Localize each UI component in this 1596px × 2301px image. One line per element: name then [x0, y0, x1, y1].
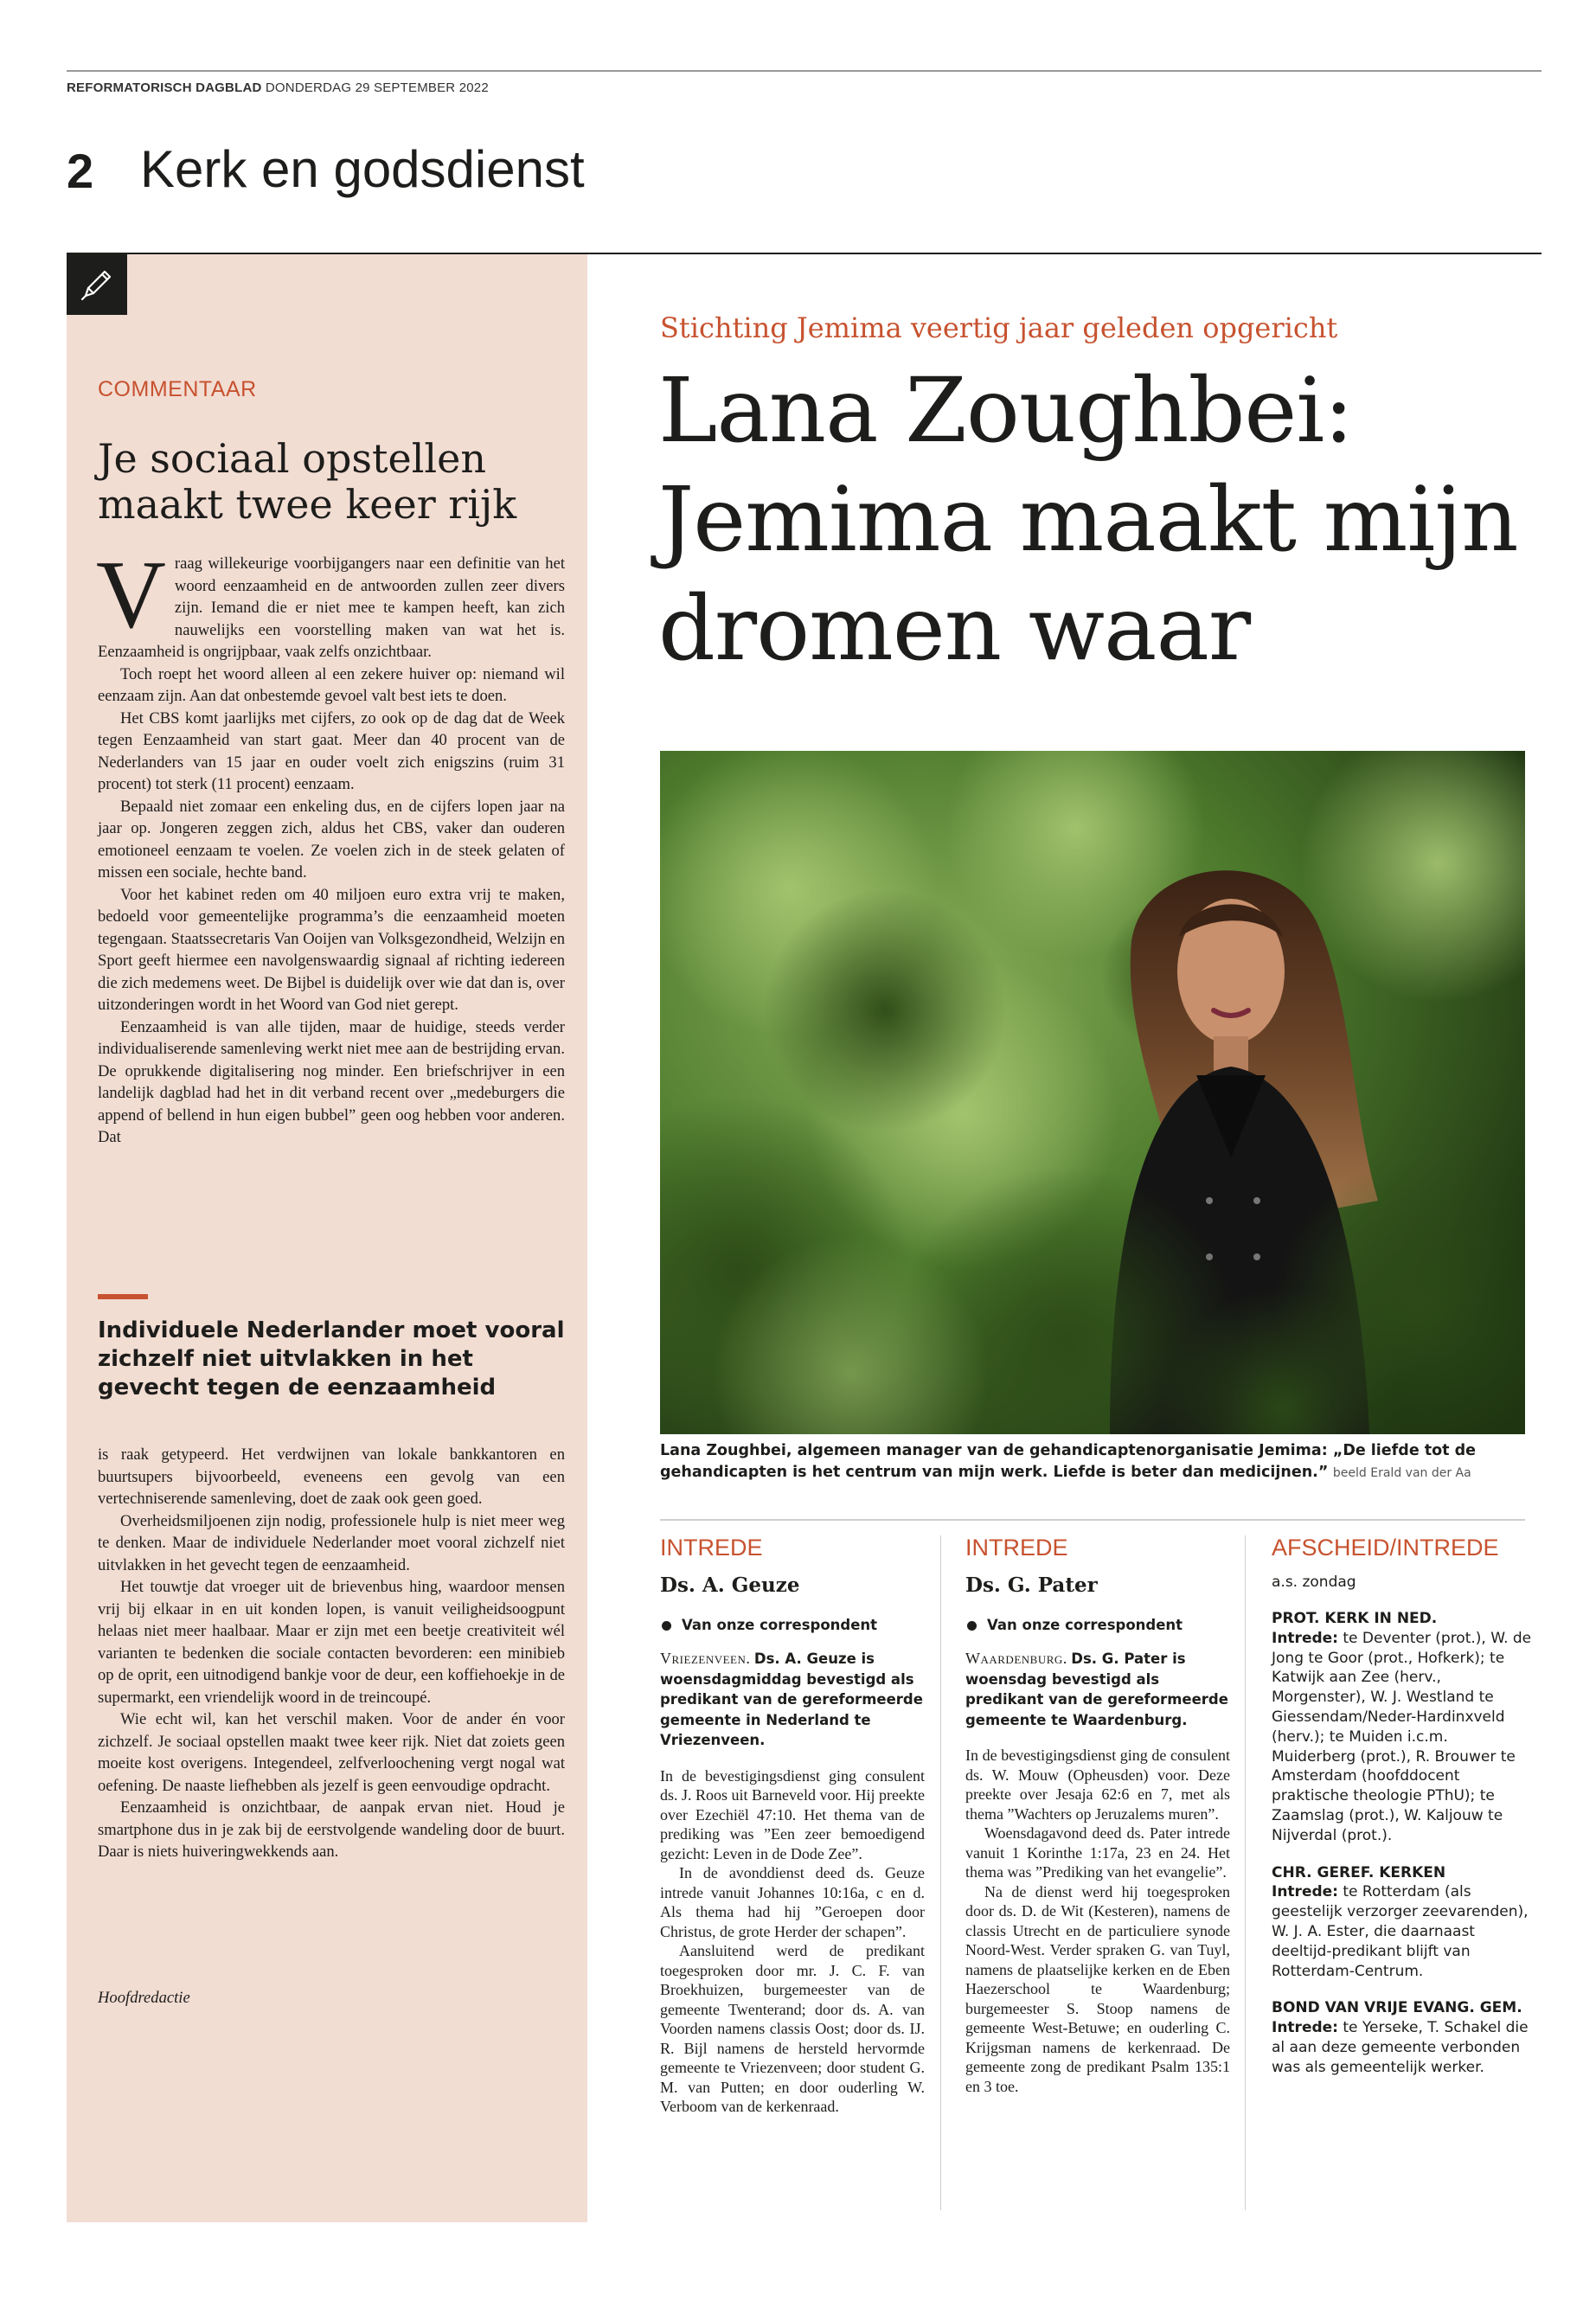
- schedule-block: [1272, 1998, 1536, 2077]
- article-photo: [660, 751, 1525, 1434]
- bullet-icon: [967, 1621, 977, 1631]
- schedule-date: a.s. zondag: [1272, 1574, 1356, 1591]
- column-title: Ds. A. Geuze: [660, 1574, 800, 1597]
- column-label: INTREDE: [965, 1535, 1068, 1561]
- pull-quote: Individuele Nederlander moet vooral zichzelf niet uitvlakken in het gevecht tegen de eenzaamheid: [98, 1317, 565, 1400]
- correspondent-line: [965, 1616, 1230, 1635]
- column-body: [965, 1746, 1230, 2096]
- correspondent-text: Van onze correspondent: [987, 1617, 1183, 1633]
- commentary-paragraph: Voor het kabinet reden om 40 miljoen euro extra vrij te maken, bedoeld voor gemeentelijke programma’s die eenzaamheid moeten tegengaan. Staatssecretaris Van Ooijen van Volksgezondheid, Welzijn en Sport geeft hiermee een navolgenswaardig signaal af richting iedereen die zich medemens weet. De Bijbel is duidelijk over wie dat dan is, over uitzonderingen wordt in het Woord van God niet gerept.: [98, 885, 565, 1014]
- quote-accent-bar: [98, 1294, 148, 1299]
- schedule-text: te Rotterdam (als geestelijk verzorger zeevarenden), W. J. A. Ester, die daarnaast deeltijd-predikant blijft van Rotterdam-Centrum.: [1272, 1883, 1529, 1980]
- schedule-kind: Intrede:: [1272, 1883, 1338, 1901]
- dateline: Waardenburg.: [965, 1650, 1067, 1667]
- column-body: [660, 1766, 925, 2117]
- commentary-paragraph: Eenzaamheid is onzichtbaar, de aanpak ervan niet. Houd je smartphone dus in je zak bij de eerstvolgende wandeling door de buurt. Daar is niets huiveringwekkends aan.: [98, 1798, 565, 1861]
- masthead-paper: REFORMATORISCH DAGBLAD: [67, 80, 262, 95]
- commentary-paragraph: is raak getypeerd. Het verdwijnen van lokale bankkantoren en buurtsupers bijvoorbeeld, eveneens een gevolg van een vertechniserende samenleving, doet de zaak ook geen goed.: [98, 1445, 565, 1508]
- commentary-signature: Hoofdredactie: [98, 1989, 190, 2007]
- pen-icon: [67, 254, 127, 315]
- page-number: 2: [67, 144, 94, 198]
- top-rule: [67, 70, 1542, 72]
- dropcap: V: [96, 542, 166, 649]
- commentary-paragraph: Overheidsmiljoenen zijn nodig, professionele hulp is niet meer weg te denken. Maar de individuele Nederlander moet vooral zichzelf niet uitvlakken in het gevecht tegen de eenzaamheid.: [98, 1511, 565, 1574]
- schedule-entry: [1272, 1629, 1536, 1846]
- schedule-heading: PROT. KERK IN NED.: [1272, 1610, 1438, 1627]
- commentary-paragraph: Het CBS komt jaarlijks met cijfers, zo ook op de dag dat de Week tegen Eenzaamheid van start gaat. Meer dan 40 procent van de Nederlanders van 15 jaar en ouder voelt zich enigszins (ruim 31 procent) tot sterk (11 procent) eenzaam.: [98, 708, 565, 793]
- section-title: Kerk en godsdienst: [140, 140, 585, 198]
- lead-text: Ds. G. Pater is woensdag bevestigd als predikant van de gereformeerde gemeente te Waardenburg.: [965, 1650, 1228, 1728]
- column-label: INTREDE: [660, 1535, 763, 1561]
- schedule-entry: [1272, 2018, 1536, 2077]
- correspondent-text: Van onze correspondent: [682, 1617, 878, 1633]
- commentary-headline: Je sociaal opstellen maakt twee keer rijk: [98, 435, 517, 528]
- masthead-date: DONDERDAG 29 SEPTEMBER 2022: [265, 80, 489, 95]
- news-column-schedule: [1272, 1533, 1536, 2078]
- dateline: Vriezenveen.: [660, 1650, 751, 1667]
- bullet-icon: [662, 1621, 671, 1631]
- commentary-body: [96, 542, 565, 1149]
- column-divider: [940, 1535, 941, 2210]
- schedule-kind: Intrede:: [1272, 2019, 1338, 2037]
- commentary-body-continued: [98, 1444, 565, 1863]
- column-paragraph: In de bevestigingsdienst ging de consulent ds. W. Mouw (Opheusden) voor. Deze preekte over Jesaja 62:6 en 7, met als thema ”Wachters op Jeruzalems muren”.: [965, 1747, 1230, 1823]
- portrait-illustration: [660, 751, 1525, 1434]
- column-paragraph: Na de dienst werd hij toegesproken door ds. D. de Wit (Kesteren), namens de classis Utrecht en de particuliere synode Noord-West. Verder spraken G. van Tuyl, namens de plaatselijke kerken en de Eben Haezerschool te Waardenburg; burgemeester S. Stoop namens de gemeente West-Betuwe; en ouderling C. Krijgsman namens de kerkenraad. De gemeente zong de predikant Psalm 135:1 en 3 toe.: [965, 1882, 1230, 2095]
- columns-rule: [660, 1519, 1525, 1521]
- schedule-heading: BOND VAN VRIJE EVANG. GEM.: [1272, 1999, 1522, 2017]
- caption-text: Lana Zoughbei, algemeen manager van de gehandicaptenorganisatie Jemima: „De liefde tot de gehandicapten is het centrum van mijn werk. Liefde is beter dan medicijnen.”: [660, 1442, 1477, 1481]
- photo-credit: beeld Erald van der Aa: [1332, 1466, 1471, 1480]
- column-divider: [1245, 1535, 1246, 2210]
- column-paragraph: In de bevestigingsdienst ging consulent ds. J. Roos uit Barneveld voor. Hij preekte over Ezechiël 47:10. Het thema van de prediking was ”Een zeer bemoedigend gezicht: Leven in de Dode Zee”.: [660, 1766, 925, 1862]
- column-label: AFSCHEID/INTREDE: [1272, 1535, 1499, 1561]
- schedule-heading: CHR. GEREF. KERKEN: [1272, 1863, 1446, 1881]
- schedule-block: [1272, 1609, 1536, 1846]
- correspondent-line: [660, 1616, 925, 1635]
- schedule-kind: Intrede:: [1272, 1629, 1338, 1647]
- schedule-text: te Deventer (prot.), W. de Jong te Goor (prot., Hofkerk); te Katwijk aan Zee (herv., Morgenster), W. J. Westland te Giessendam/Neder-Hardinxveld (herv.); te Muiden i.c.m. Muiderberg (prot.), R. Brouwer te Amsterdam (hoofddocent praktische theologie PThU); te Zaamslag (prot.), W. Kaljouw te Nijverdal (prot.).: [1272, 1629, 1532, 1844]
- commentary-paragraph: Toch roept het woord alleen al een zekere huiver op: niemand wil eenzaam zijn. Aan dat onbestemde gevoel valt best iets te doen.: [98, 664, 565, 705]
- commentary-kicker: COMMENTAAR: [98, 377, 257, 401]
- article-headline: Lana Zoughbei: Jemima maakt mijn dromen waar: [658, 359, 1518, 681]
- article-kicker: Stichting Jemima veertig jaar geleden opgericht: [660, 311, 1338, 344]
- schedule-block: [1272, 1863, 1536, 1982]
- schedule-entry: [1272, 1882, 1536, 1981]
- schedule-text: te Yerseke, T. Schakel die al aan deze gemeente verbonden was als gemeentelijk werker.: [1272, 2019, 1529, 2076]
- photo-caption: [660, 1440, 1525, 1484]
- column-lead: [660, 1649, 925, 1751]
- column-lead: [965, 1649, 1230, 1730]
- commentary-paragraph: raag willekeurige voorbijgangers naar een definitie van het woord eenzaamheid en de antwoorden zullen zeer divers zijn. Iemand die er niet mee te kampen heeft, kan zich nauwelijks een voorstelling maken van wat het is. Eenzaamheid is ongrijpbaar, vaak zelfs onzichtbaar.: [98, 554, 565, 661]
- commentary-paragraph: Wie echt wil, kan het verschil maken. Voor de ander én voor zichzelf. Je sociaal opstellen maakt twee keer rijk. Niet dat zoiets geen moeite kost overigens. Integendeel, zelfverloochening vergt nogal wat oefening. De naaste liefhebben als jezelf is geen eenvoudige opdracht.: [98, 1710, 565, 1795]
- column-paragraph: Aansluitend werd de predikant toegesproken door mr. J. C. F. van Broekhuizen, burgemeester van de gemeente Twenterand; door ds. A. van Voorden namens classis Oost; door ds. IJ. R. Bijl namens de hersteld hervormde gemeente te Vriezenveen; door student G. M. van Putten; en door ouderling W. Verboom van de kerkenraad.: [660, 1942, 925, 2115]
- column-paragraph: In de avonddienst deed ds. Geuze intrede vanuit Johannes 10:16a, c en d. Als thema had hij ”Geroepen door Christus, de grote Herder der schapen”.: [660, 1864, 925, 1940]
- commentary-paragraph: Bepaald niet zomaar een enkeling dus, en de cijfers lopen jaar na jaar op. Jongeren zeggen zich, aldus het CBS, vaker dan ouderen emotioneel eenzaam te voelen. Ze voelen zich in de steek gelaten of missen een sociale, hechte band.: [98, 797, 565, 881]
- commentary-paragraph: Eenzaamheid is van alle tijden, maar de huidige, steeds verder individualiserende samenleving werkt niet mee aan de bestrijding ervan. De oprukkende digitalisering nog minder. Een briefschrijver in een landelijk dagblad had het in dit verband recent over „medeburgers die append of bellend in hun eigen bubbel” geen oog hebben voor anderen. Dat: [98, 1017, 565, 1146]
- commentary-sidebar: [67, 254, 587, 2222]
- news-column-geuze: [660, 1533, 925, 2117]
- news-column-pater: [965, 1533, 1230, 2096]
- commentary-paragraph: Het touwtje dat vroeger uit de brievenbus hing, waardoor mensen vrij bij elkaar in en uit konden lopen, is vanuit veiligheidsoogpunt helaas niet meer haalbaar. Maar er zijn met een beetje creativiteit wél varianten te bedenken die sociale contacten bevorderen: een minibieb op de oprit, een uitnodigend bankje voor de deur, een koffiehoekje in de supermarkt, een vriendelijk woord in de treincoupé.: [98, 1578, 565, 1707]
- masthead: [67, 80, 489, 95]
- column-paragraph: Woensdagavond deed ds. Pater intrede vanuit 1 Korinthe 1:17a, 23 en 24. Het thema was ”Prediking van het evangelie”.: [965, 1824, 1230, 1881]
- column-title: Ds. G. Pater: [965, 1574, 1098, 1597]
- lead-text: Ds. A. Geuze is woensdagmiddag bevestigd als predikant van de gereformeerde gemeente in Nederland te Vriezenveen.: [660, 1650, 923, 1748]
